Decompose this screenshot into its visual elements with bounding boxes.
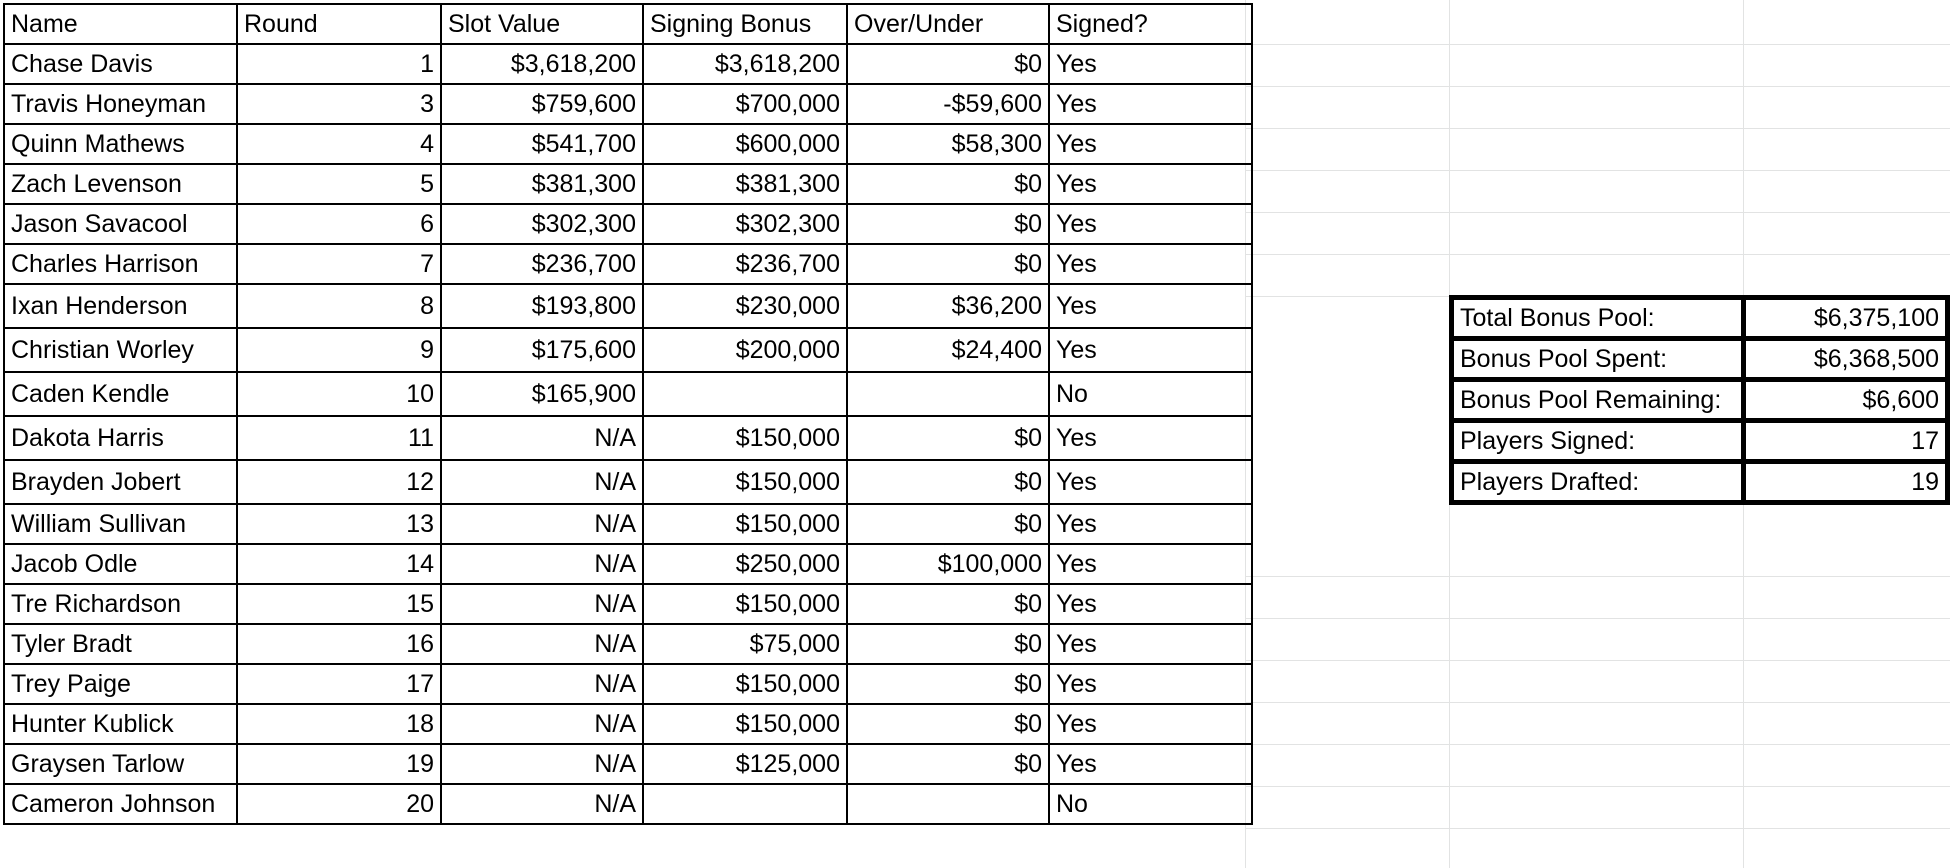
- cell-slot-value[interactable]: $193,800: [441, 284, 643, 328]
- cell-signing-bonus[interactable]: $75,000: [643, 624, 847, 664]
- cell-over-under[interactable]: [847, 372, 1049, 416]
- summary-label[interactable]: Bonus Pool Spent:: [1452, 339, 1744, 380]
- table-row: [4, 416, 1252, 460]
- summary-row: [1452, 421, 1948, 462]
- cell-slot-value[interactable]: $541,700: [441, 124, 643, 164]
- cell-signed[interactable]: Yes: [1049, 584, 1252, 624]
- cell-round[interactable]: 7: [237, 244, 441, 284]
- bonus-pool-summary: [1449, 295, 1950, 505]
- cell-over-under[interactable]: -$59,600: [847, 84, 1049, 124]
- summary-value[interactable]: $6,600: [1744, 380, 1948, 421]
- table-row: [4, 584, 1252, 624]
- cell-signed[interactable]: Yes: [1049, 664, 1252, 704]
- cell-round[interactable]: 1: [237, 44, 441, 84]
- header-signed[interactable]: Signed?: [1049, 4, 1252, 44]
- cell-signing-bonus[interactable]: $381,300: [643, 164, 847, 204]
- cell-signing-bonus[interactable]: $302,300: [643, 204, 847, 244]
- table-row: [4, 460, 1252, 504]
- cell-round[interactable]: 6: [237, 204, 441, 244]
- cell-name[interactable]: Brayden Jobert: [4, 460, 237, 504]
- cell-signed[interactable]: Yes: [1049, 744, 1252, 784]
- cell-signed[interactable]: Yes: [1049, 124, 1252, 164]
- cell-signing-bonus[interactable]: $600,000: [643, 124, 847, 164]
- cell-name[interactable]: Trey Paige: [4, 664, 237, 704]
- table-row: [4, 504, 1252, 544]
- summary-value[interactable]: $6,368,500: [1744, 339, 1948, 380]
- table-row: [4, 164, 1252, 204]
- table-row: [4, 244, 1252, 284]
- cell-over-under[interactable]: $36,200: [847, 284, 1049, 328]
- cell-signed[interactable]: Yes: [1049, 204, 1252, 244]
- cell-over-under[interactable]: $58,300: [847, 124, 1049, 164]
- summary-value[interactable]: 17: [1744, 421, 1948, 462]
- cell-name[interactable]: Tre Richardson: [4, 584, 237, 624]
- cell-name[interactable]: Dakota Harris: [4, 416, 237, 460]
- cell-slot-value[interactable]: $3,618,200: [441, 44, 643, 84]
- summary-label[interactable]: Players Drafted:: [1452, 462, 1744, 503]
- cell-signed[interactable]: Yes: [1049, 460, 1252, 504]
- cell-slot-value[interactable]: N/A: [441, 784, 643, 824]
- cell-over-under[interactable]: $0: [847, 664, 1049, 704]
- cell-signing-bonus[interactable]: $150,000: [643, 704, 847, 744]
- table-row: [4, 624, 1252, 664]
- summary-value[interactable]: $6,375,100: [1744, 298, 1948, 339]
- cell-signing-bonus[interactable]: $236,700: [643, 244, 847, 284]
- cell-name[interactable]: Ixan Henderson: [4, 284, 237, 328]
- cell-over-under[interactable]: $0: [847, 164, 1049, 204]
- cell-slot-value[interactable]: N/A: [441, 584, 643, 624]
- cell-signing-bonus[interactable]: $150,000: [643, 504, 847, 544]
- cell-name[interactable]: Quinn Mathews: [4, 124, 237, 164]
- cell-signing-bonus[interactable]: $230,000: [643, 284, 847, 328]
- table-row: [4, 544, 1252, 584]
- cell-over-under[interactable]: $0: [847, 460, 1049, 504]
- cell-signing-bonus[interactable]: $125,000: [643, 744, 847, 784]
- cell-signed[interactable]: Yes: [1049, 44, 1252, 84]
- table-row: [4, 44, 1252, 84]
- cell-name[interactable]: Charles Harrison: [4, 244, 237, 284]
- cell-slot-value[interactable]: $302,300: [441, 204, 643, 244]
- cell-round[interactable]: 13: [237, 504, 441, 544]
- cell-signed[interactable]: Yes: [1049, 284, 1252, 328]
- cell-round[interactable]: 9: [237, 328, 441, 372]
- table-row: [4, 84, 1252, 124]
- cell-signed[interactable]: Yes: [1049, 624, 1252, 664]
- table-row: [4, 744, 1252, 784]
- cell-slot-value[interactable]: $759,600: [441, 84, 643, 124]
- cell-over-under[interactable]: $0: [847, 244, 1049, 284]
- cell-signed[interactable]: No: [1049, 372, 1252, 416]
- cell-over-under[interactable]: $0: [847, 416, 1049, 460]
- cell-slot-value[interactable]: $175,600: [441, 328, 643, 372]
- table-row: [4, 204, 1252, 244]
- table-row: [4, 284, 1252, 328]
- cell-round[interactable]: 18: [237, 704, 441, 744]
- cell-signed[interactable]: Yes: [1049, 244, 1252, 284]
- cell-round[interactable]: 17: [237, 664, 441, 704]
- cell-signing-bonus[interactable]: [643, 784, 847, 824]
- cell-name[interactable]: Jason Savacool: [4, 204, 237, 244]
- header-round[interactable]: Round: [237, 4, 441, 44]
- header-name[interactable]: Name: [4, 4, 237, 44]
- cell-over-under[interactable]: $0: [847, 44, 1049, 84]
- cell-slot-value[interactable]: $236,700: [441, 244, 643, 284]
- cell-signed[interactable]: Yes: [1049, 704, 1252, 744]
- cell-signing-bonus[interactable]: $150,000: [643, 664, 847, 704]
- summary-row: [1452, 380, 1948, 421]
- cell-slot-value[interactable]: N/A: [441, 460, 643, 504]
- cell-signed[interactable]: Yes: [1049, 84, 1252, 124]
- summary-value[interactable]: 19: [1744, 462, 1948, 503]
- summary-label[interactable]: Players Signed:: [1452, 421, 1744, 462]
- cell-signing-bonus[interactable]: $150,000: [643, 460, 847, 504]
- summary-row: [1452, 298, 1948, 339]
- header-row: [4, 4, 1252, 44]
- cell-name[interactable]: William Sullivan: [4, 504, 237, 544]
- cell-name[interactable]: Graysen Tarlow: [4, 744, 237, 784]
- cell-slot-value[interactable]: $381,300: [441, 164, 643, 204]
- header-signing-bonus[interactable]: Signing Bonus: [643, 4, 847, 44]
- cell-over-under[interactable]: [847, 784, 1049, 824]
- cell-signing-bonus[interactable]: [643, 372, 847, 416]
- cell-round[interactable]: 11: [237, 416, 441, 460]
- cell-signed[interactable]: Yes: [1049, 544, 1252, 584]
- cell-slot-value[interactable]: N/A: [441, 504, 643, 544]
- cell-name[interactable]: Tyler Bradt: [4, 624, 237, 664]
- cell-over-under[interactable]: $24,400: [847, 328, 1049, 372]
- cell-signed[interactable]: Yes: [1049, 504, 1252, 544]
- cell-name[interactable]: Zach Levenson: [4, 164, 237, 204]
- cell-round[interactable]: 4: [237, 124, 441, 164]
- cell-name[interactable]: Caden Kendle: [4, 372, 237, 416]
- cell-slot-value[interactable]: N/A: [441, 704, 643, 744]
- cell-signed[interactable]: Yes: [1049, 328, 1252, 372]
- cell-signing-bonus[interactable]: $3,618,200: [643, 44, 847, 84]
- table-row: [4, 372, 1252, 416]
- cell-signing-bonus[interactable]: $700,000: [643, 84, 847, 124]
- cell-signing-bonus[interactable]: $150,000: [643, 584, 847, 624]
- cell-name[interactable]: Hunter Kublick: [4, 704, 237, 744]
- cell-round[interactable]: 14: [237, 544, 441, 584]
- cell-name[interactable]: Jacob Odle: [4, 544, 237, 584]
- cell-slot-value[interactable]: N/A: [441, 664, 643, 704]
- cell-name[interactable]: Christian Worley: [4, 328, 237, 372]
- cell-round[interactable]: 19: [237, 744, 441, 784]
- cell-slot-value[interactable]: N/A: [441, 544, 643, 584]
- cell-signed[interactable]: Yes: [1049, 164, 1252, 204]
- cell-over-under[interactable]: $0: [847, 624, 1049, 664]
- header-slot-value[interactable]: Slot Value: [441, 4, 643, 44]
- cell-name[interactable]: Travis Honeyman: [4, 84, 237, 124]
- summary-row: [1452, 339, 1948, 380]
- cell-over-under[interactable]: $0: [847, 204, 1049, 244]
- header-over-under[interactable]: Over/Under: [847, 4, 1049, 44]
- cell-slot-value[interactable]: N/A: [441, 416, 643, 460]
- draft-picks-table: [3, 3, 1253, 825]
- table-row: [4, 124, 1252, 164]
- cell-round[interactable]: 3: [237, 84, 441, 124]
- cell-round[interactable]: 20: [237, 784, 441, 824]
- cell-slot-value[interactable]: $165,900: [441, 372, 643, 416]
- table-row: [4, 704, 1252, 744]
- cell-round[interactable]: 15: [237, 584, 441, 624]
- cell-signed[interactable]: Yes: [1049, 416, 1252, 460]
- cell-name[interactable]: Chase Davis: [4, 44, 237, 84]
- cell-round[interactable]: 16: [237, 624, 441, 664]
- cell-round[interactable]: 5: [237, 164, 441, 204]
- cell-signed[interactable]: No: [1049, 784, 1252, 824]
- summary-label[interactable]: Bonus Pool Remaining:: [1452, 380, 1744, 421]
- summary-label[interactable]: Total Bonus Pool:: [1452, 298, 1744, 339]
- cell-round[interactable]: 12: [237, 460, 441, 504]
- table-row: [4, 664, 1252, 704]
- cell-signing-bonus[interactable]: $250,000: [643, 544, 847, 584]
- table-row: [4, 784, 1252, 824]
- cell-signing-bonus[interactable]: $200,000: [643, 328, 847, 372]
- cell-over-under[interactable]: $0: [847, 504, 1049, 544]
- table-row: [4, 328, 1252, 372]
- cell-slot-value[interactable]: N/A: [441, 744, 643, 784]
- cell-round[interactable]: 10: [237, 372, 441, 416]
- cell-slot-value[interactable]: N/A: [441, 624, 643, 664]
- cell-name[interactable]: Cameron Johnson: [4, 784, 237, 824]
- cell-round[interactable]: 8: [237, 284, 441, 328]
- cell-signing-bonus[interactable]: $150,000: [643, 416, 847, 460]
- cell-over-under[interactable]: $0: [847, 704, 1049, 744]
- cell-over-under[interactable]: $0: [847, 584, 1049, 624]
- summary-row: [1452, 462, 1948, 503]
- cell-over-under[interactable]: $100,000: [847, 544, 1049, 584]
- cell-over-under[interactable]: $0: [847, 744, 1049, 784]
